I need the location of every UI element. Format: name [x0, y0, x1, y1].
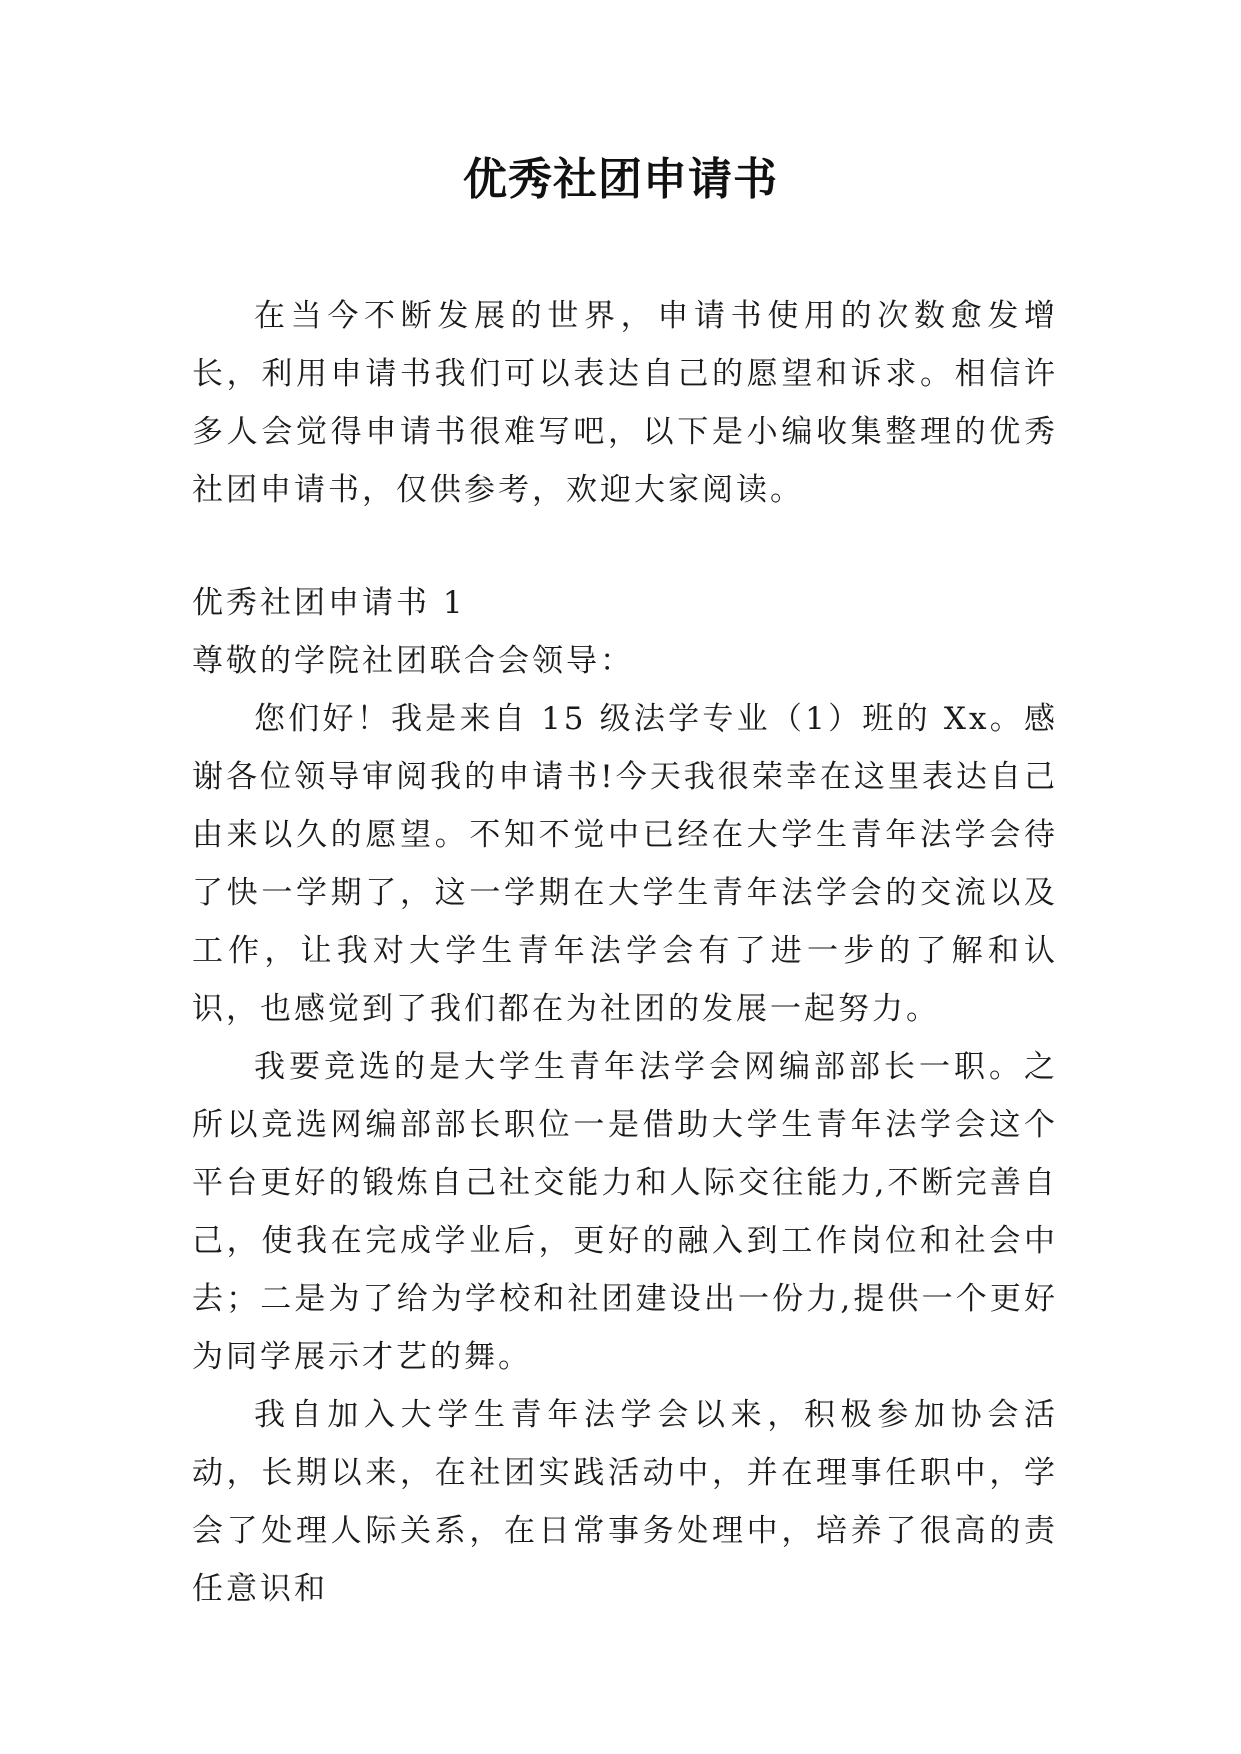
body-paragraph: 我要竞选的是大学生青年法学会网编部部长一职。之所以竞选网编部部长职位一是借助大学生青年法学会这个平台更好的锻炼自己社交能力和人际交往能力,不断完善自己，使我在完成学业后，更好的融入到工作岗位和社会中去；二是为了给为学校和社团建设出一份力,提供一个更好为同学展示才艺的舞。 [192, 1049, 1058, 1375]
section-block [192, 574, 1058, 1618]
intro-paragraph: 在当今不断发展的世界，申请书使用的次数愈发增长，利用申请书我们可以表达自己的愿望和诉求。相信许多人会觉得申请书很难写吧，以下是小编收集整理的优秀社团申请书，仅供参考，欢迎大家阅读。 [192, 298, 1058, 508]
body-paragraph: 我自加入大学生青年法学会以来，积极参加协会活动，长期以来，在社团实践活动中，并在理事任职中，学会了处理人际关系，在日常事务处理中，培养了很高的责任意识和 [192, 1397, 1058, 1607]
salutation: 尊敬的学院社团联合会领导： [192, 643, 634, 679]
section-heading: 优秀社团申请书 1 [192, 585, 466, 621]
body-paragraph: 您们好！我是来自 15 级法学专业（1）班的 Xx。感谢各位领导审阅我的申请书!今天我很荣幸在这里表达自己由来以久的愿望。不知不觉中已经在大学生青年法学会待了快一学期了，这一学期在大学生青年法学会的交流以及工作，让我对大学生青年法学会有了进一步的了解和认识，也感觉到了我们都在为社团的发展一起努力。 [192, 701, 1058, 1027]
intro-block [192, 287, 1058, 519]
document-title: 优秀社团申请书 [463, 154, 778, 205]
